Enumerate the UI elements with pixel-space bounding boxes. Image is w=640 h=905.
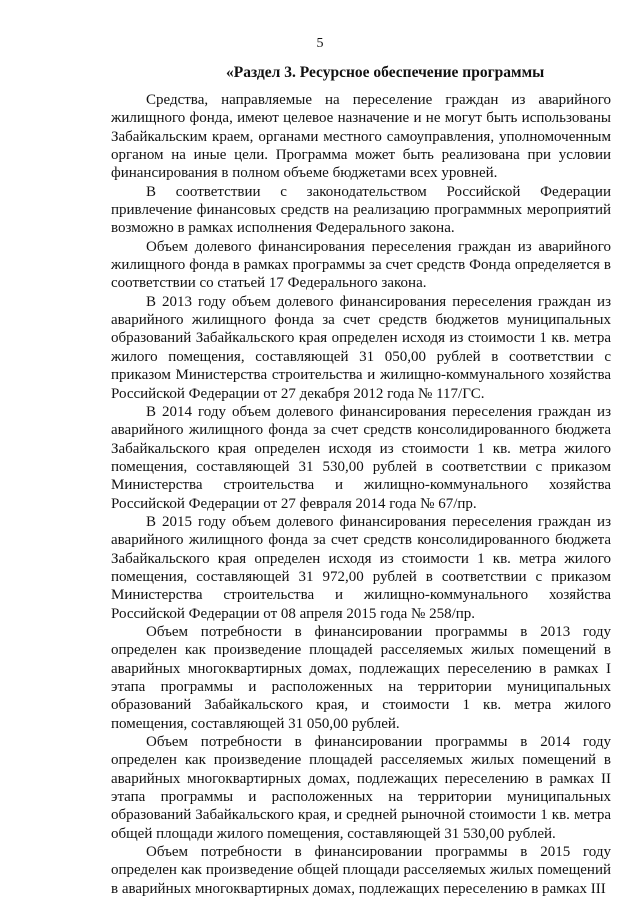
paragraph-legislation: В соответствии с законодательством Российской Федерации привлечение финансовых средств на реализацию программных мероприятий возможно в рамках исполнения Федерального закона.: [111, 183, 611, 237]
document-body: [111, 91, 611, 898]
paragraph-fund-share: Объем долевого финансирования переселения граждан из аварийного жилищного фонда в рамках программы за счет средств Фонда определяется в соответствии со статьей 17 Федерального закона.: [111, 238, 611, 292]
paragraph-2015-need: Объем потребности в финансировании программы в 2015 году определен как произведение общей площади расселяемых жилых помещений в аварийных многоквартирных домах, подлежащих переселению в рамках III: [111, 844, 611, 897]
page-number: 5: [316, 36, 324, 51]
paragraph-2013-need: Объем потребности в финансировании программы в 2013 году определен как произведение площадей расселяемых жилых помещений в аварийных многоквартирных домах, подлежащих переселению в рамках I этапа программы и расположенных на территории муниципальных образований Забайкальского края, и стоимости 1 кв. метра жилого помещения, составляющей 31 050,00 рублей.: [111, 623, 611, 732]
paragraph-funding-purpose: Средства, направляемые на переселение граждан из аварийного жилищного фонда, имеют целевое назначение и не могут быть использованы Забайкальским краем, органами местного самоуправления, уполномоченным органом на иные цели. Программа может быть реализована при условии финансирования в полном объеме бюджетами всех уровней.: [111, 92, 611, 182]
paragraph-2014-need: Объем потребности в финансировании программы в 2014 году определен как произведение площадей расселяемых жилых помещений в аварийных многоквартирных домах, подлежащих переселению в рамках II этапа программы и расположенных на территории муниципальных образований Забайкальского края, и средней рыночной стоимости 1 кв. метра общей площади жилого помещения, составляющей 31 530,00 рублей.: [111, 734, 611, 842]
paragraph-2015-share: В 2015 году объем долевого финансирования переселения граждан из аварийного жилищного фонда за счет средств консолидированного бюджета Забайкальского края определен исходя из стоимости 1 кв. метра жилого помещения, составляющей 31 972,00 рублей в соответствии с приказом Министерства строительства и жилищно-коммунального хозяйства Российской Федерации от 08 апреля 2015 года № 258/пр.: [111, 513, 611, 622]
paragraph-2013-share: В 2013 году объем долевого финансирования переселения граждан из аварийного жилищного фонда за счет средств бюджетов муниципальных образований Забайкальского края определен исходя из стоимости 1 кв. метра жилого помещения, составляющей 31 050,00 рублей в соответствии с приказом Министерства строительства и жилищно-коммунального хозяйства Российской Федерации от 27 декабря 2012 года № 117/ГС.: [111, 293, 611, 402]
paragraph-2014-share: В 2014 году объем долевого финансирования переселения граждан из аварийного жилищного фонда за счет средств консолидированного бюджета Забайкальского края определен исходя из стоимости 1 кв. метра жилого помещения, составляющей 31 530,00 рублей в соответствии с приказом Министерства строительства и жилищно-коммунального хозяйства Российской Федерации от 27 февраля 2014 года № 67/пр.: [111, 403, 611, 512]
section-heading: «Раздел 3. Ресурсное обеспечение программы: [226, 64, 545, 81]
